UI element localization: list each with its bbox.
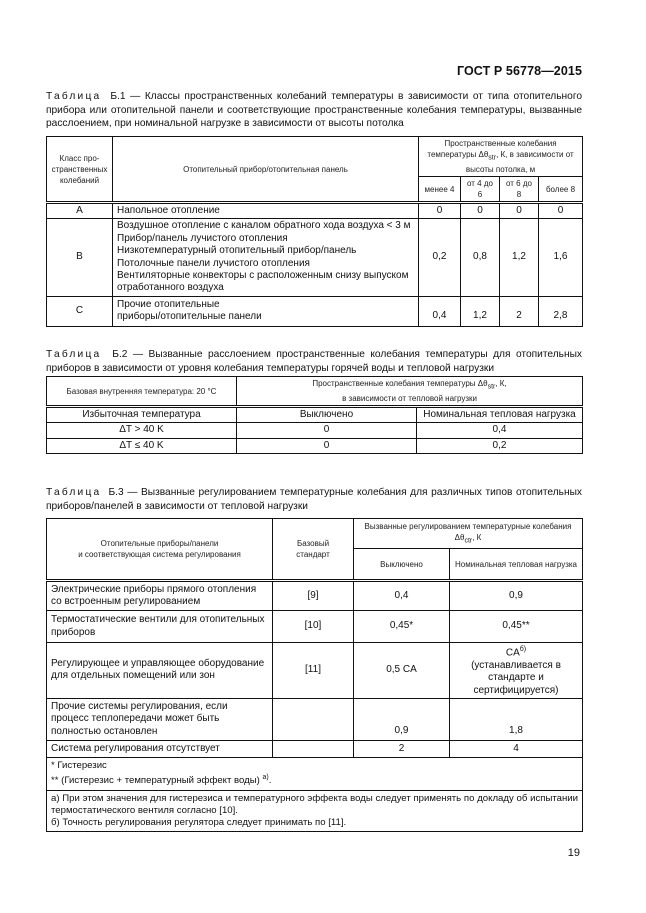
table-b1 bbox=[46, 136, 583, 327]
table-row: B Воздушное отопление с каналом обратного хода воздуха < 3 м Прибор/панель лучистого отопления Низкотемпературный отопительный прибор/панель Потолочные панели лучистого отопления Вентиляторные конвекторы с расположенным снизу выпуском отработанного воздуха 0,2 0,8 1,2 1,6 bbox=[47, 219, 583, 296]
table1-caption bbox=[46, 90, 582, 131]
header-height: от 6 до 8 bbox=[500, 177, 539, 203]
table3-caption: Таблица Б.3 — Вызванные регулированием температурные колебания для различных типов отопительных приборов/панелей в зависимости от тепловой нагрузки bbox=[46, 487, 582, 512]
header-height-group: Пространственные колебания температуры $\Delta\theta_{str}$, К, в зависимости от высоты потолка, м bbox=[419, 137, 583, 177]
table-row: Прочие системы регулирования, если процесс теплопередачи может быть полностью остановлен 0,9 1,8 bbox=[47, 698, 583, 740]
table-row: Система регулирования отсутствует 2 4 bbox=[47, 740, 583, 757]
table-row: C Прочие отопительные приборы/отопительные панели 0,4 1,2 2 2,8 bbox=[47, 296, 583, 326]
header-height: от 4 до 6 bbox=[461, 177, 500, 203]
table-b3: Отопительные приборы/панели и соответствующая система регулирования Базовый стандарт Вызванные регулированием температурные колебания $\Delta\theta_{ctr}$, К Выключено Номинальная тепловая нагрузка Электрические приборы прямого отопления со встроенным регулированием [9] 0,4 0,9 Термостатические вентили для отопительных приборов [10] 0,45* 0,45** Регулирующее и управляющее оборудование для отдельных помещений или зон [11] 0,5 CA $CA^{б)}$ (устанавливается в стандарте и сертифицируется) Прочие системы регулирования, если процесс теплопередачи может быть полностью остановлен 0,9 1,8 Система регулирования отсутствует 2 4 * Гистерезис ** (Гистерезис + температурный эффект воды) $^{а)}$. а) При этом значения для гистерезиса и температурного эффекта воды следует применять по докладу об испытании термостатического вентиля согласно [10]. б) Точность регулирования регулятора следует принимать по [11]. bbox=[46, 518, 583, 832]
table-label: Таблица bbox=[46, 91, 102, 102]
header-class: Класс про-странственных колебаний bbox=[47, 137, 113, 203]
table-row: Электрические приборы прямого отопления со встроенным регулированием [9] 0,4 0,9 bbox=[47, 581, 583, 611]
table-row: Регулирующее и управляющее оборудование для отдельных помещений или зон [11] 0,5 CA $CA^{б)}$ (устанавливается в стандарте и сертифицируется) bbox=[47, 643, 583, 699]
table-row: Термостатические вентили для отопительных приборов [10] 0,45* 0,45** bbox=[47, 611, 583, 643]
table-notes: * Гистерезис ** (Гистерезис + температурный эффект воды) $^{а)}$. а) При этом значения для гистерезиса и температурного эффекта воды следует применять по докладу об испытании термостатического вентиля согласно [10]. б) Точность регулирования регулятора следует принимать по [11]. bbox=[47, 757, 583, 831]
header-height: менее 4 bbox=[419, 177, 461, 203]
header-device: Отопительный прибор/отопительная панель bbox=[113, 137, 419, 203]
table-row: ΔT > 40 K 0 0,4 bbox=[47, 423, 583, 438]
page-number: 19 bbox=[567, 847, 580, 859]
header-group: Пространственные колебания температуры $\Delta\theta_{str}$, К, в зависимости от тепловой нагрузки bbox=[237, 377, 583, 407]
header-base-temp: Базовая внутренняя температура: 20 °С bbox=[47, 377, 237, 407]
document-code: ГОСТ Р 56778—2015 bbox=[456, 64, 582, 78]
table-row: ΔT ≤ 40 K 0 0,2 bbox=[47, 438, 583, 453]
table-row: A Напольное отопление 0 0 0 0 bbox=[47, 203, 583, 219]
table-b2: Базовая внутренняя температура: 20 °С Пространственные колебания температуры $\Delta\theta_{str}$, К, в зависимости от тепловой нагрузки Избыточная температура Выключено Номинальная тепловая нагрузка ΔT > 40 K 0 0,4 ΔT ≤ 40 K 0 0,2 bbox=[46, 376, 583, 454]
table1-caption-text: Б.1 — Классы пространственных колебаний температуры в зависимости от типа отопительного прибора или отопительной панели и соответствующие пространственные колебания температуры, вызванные расслоением, при номинальной нагрузке в зависимости от высоты потолка bbox=[46, 91, 582, 130]
table2-caption: Таблица Б.2 — Вызванные расслоением пространственные колебания температуры для отопительных приборов в зависимости от уровня колебания температуры горячей воды и тепловой нагрузки bbox=[46, 349, 582, 374]
header-height: более 8 bbox=[539, 177, 583, 203]
